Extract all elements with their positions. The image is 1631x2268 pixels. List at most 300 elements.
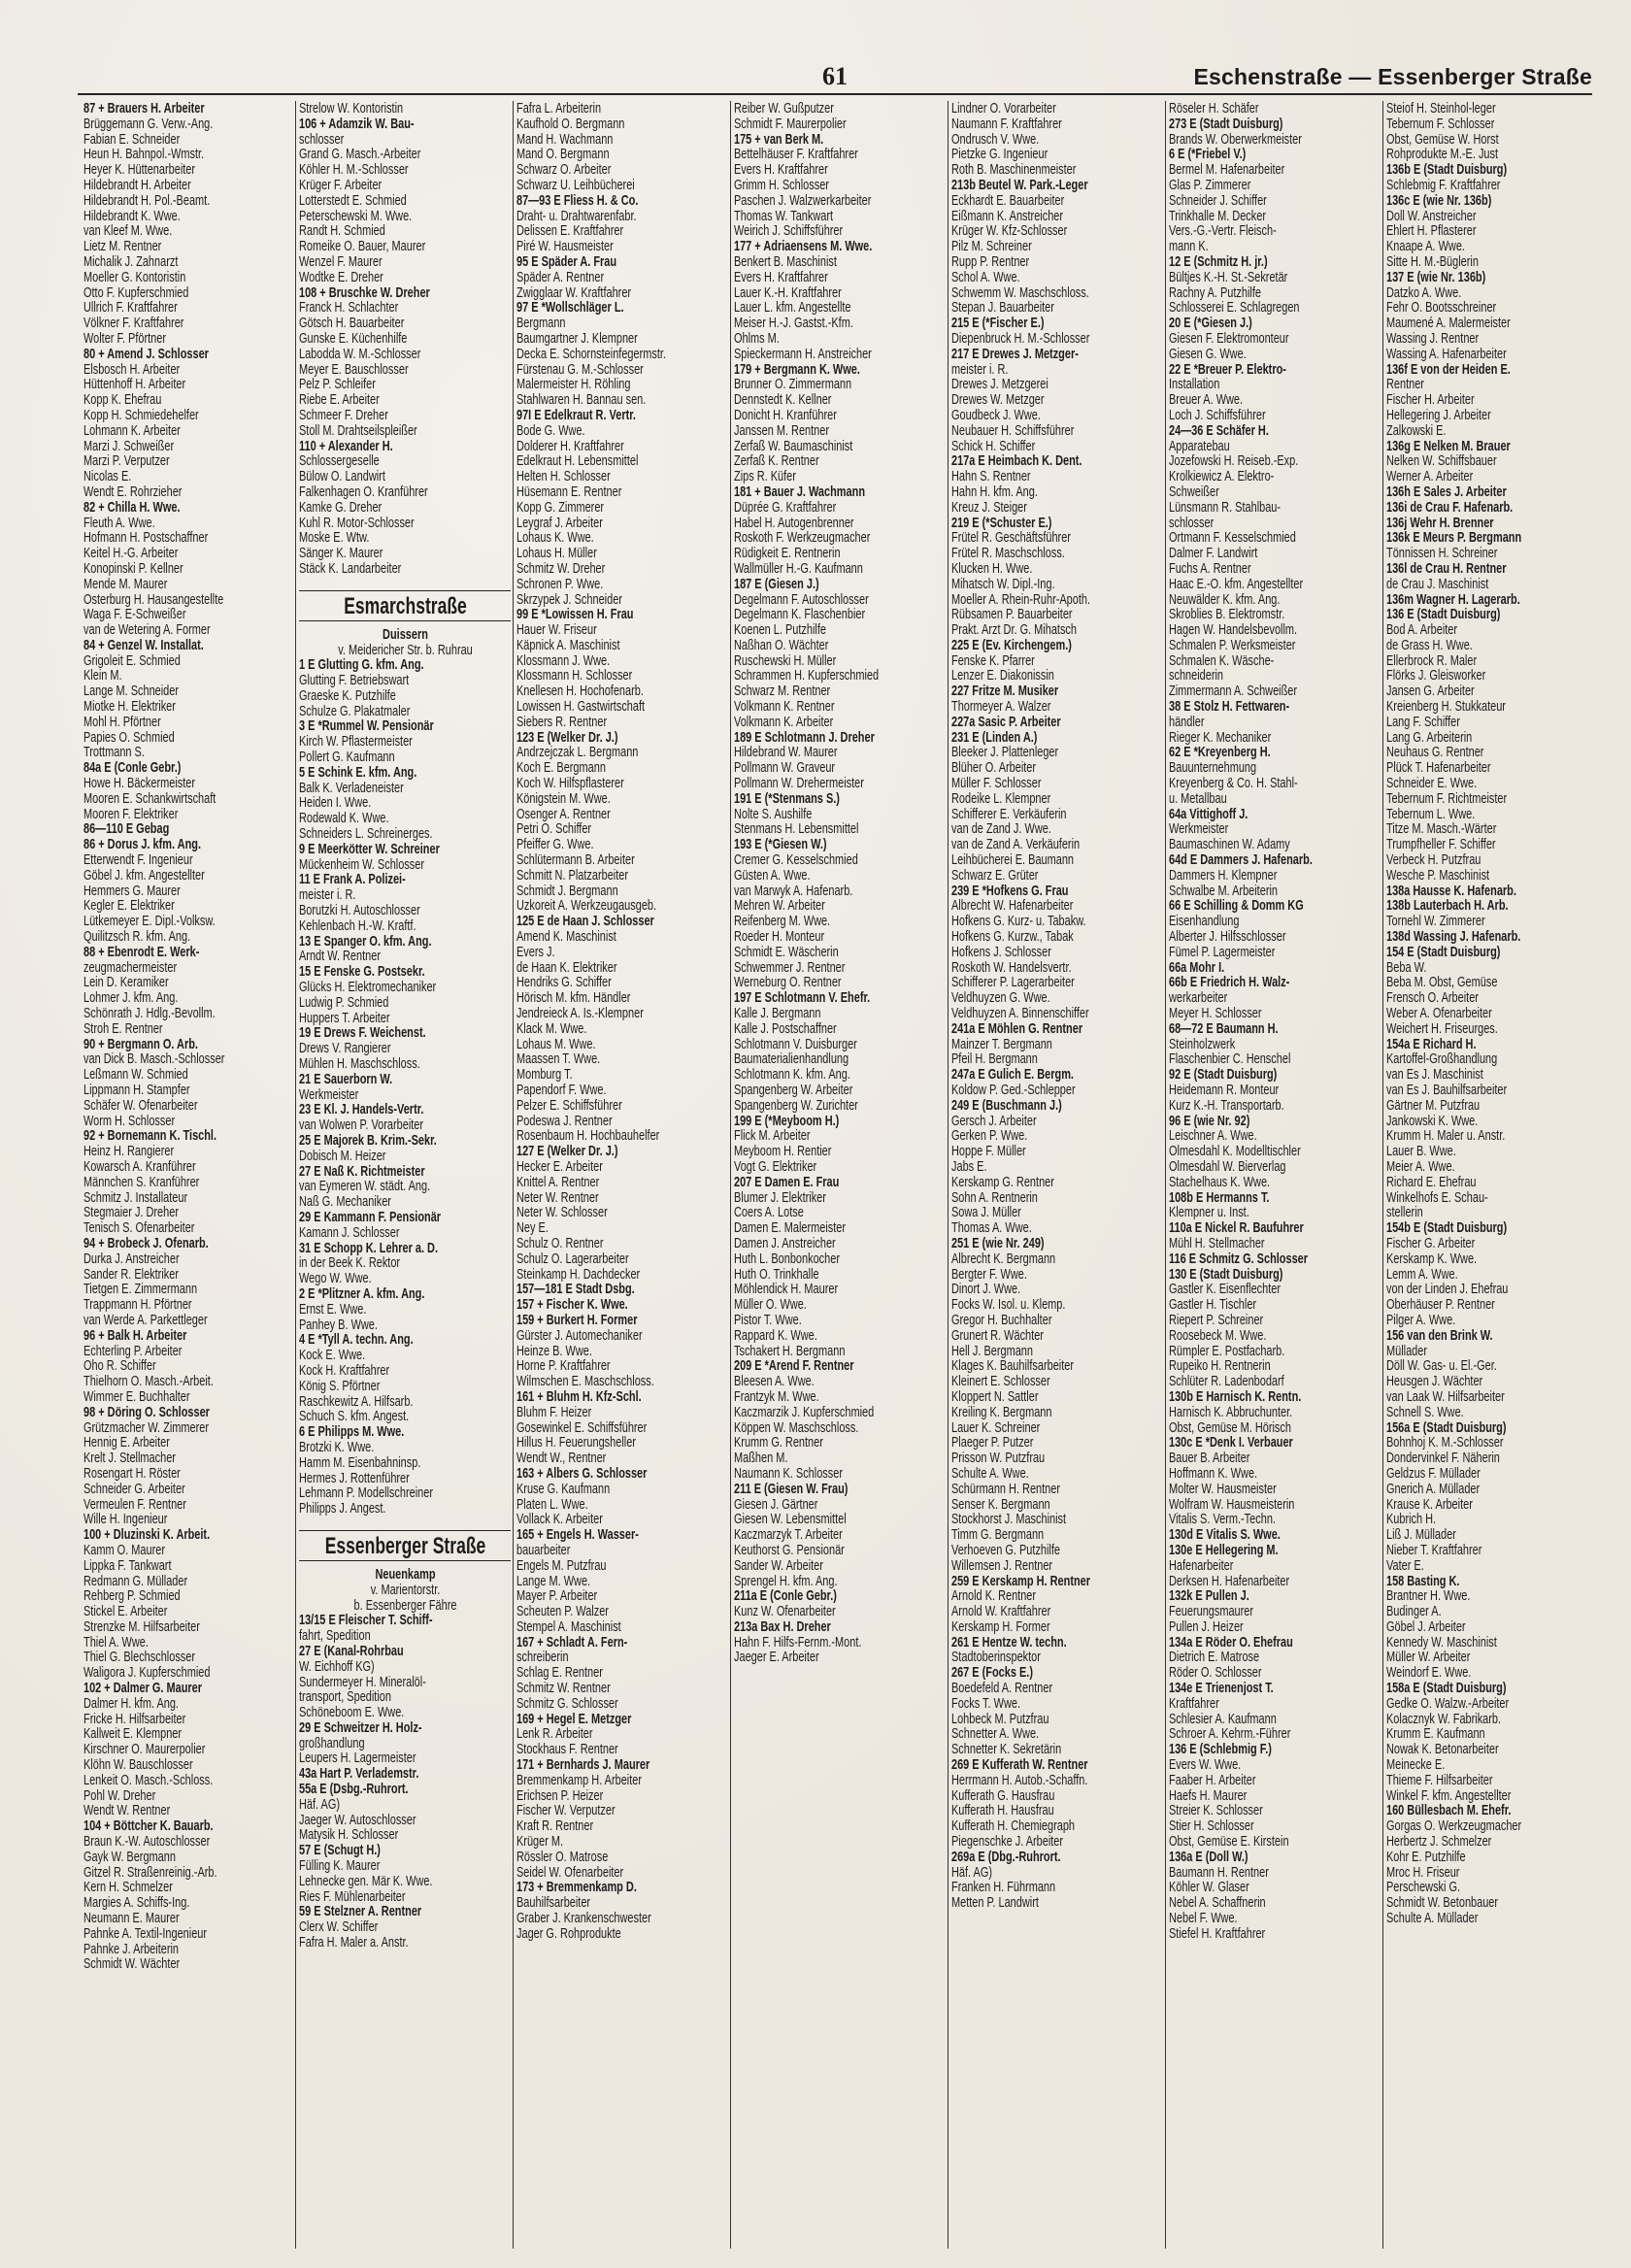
directory-entry: Naß G. Mechaniker (299, 1193, 391, 1211)
directory-entry: Neumann E. Maurer (83, 1910, 180, 1927)
directory-entry: 5 E Schink E. kfm. Ang. (299, 763, 417, 781)
directory-entry: Mohl H. Pförtner (83, 713, 161, 730)
directory-entry: Giesen G. Wwe. (1169, 345, 1247, 362)
directory-entry: Schmalen P. Werksmeister (1169, 636, 1296, 653)
directory-entry: Scheuten P. Walzer (516, 1603, 609, 1620)
directory-entry: Reiber W. Gußputzer (734, 101, 834, 117)
directory-entry: Gastler H. Tischler (1169, 1296, 1257, 1314)
directory-entry: Schmidt F. Maurerpolier (734, 115, 847, 132)
directory-entry: 4 E *Tyll A. techn. Ang. (299, 1331, 414, 1349)
directory-entry: Baumaterialienhandlung (734, 1051, 849, 1068)
directory-entry: Amend K. Maschinist (516, 928, 616, 946)
directory-entry: Hermes J. Rottenführer (299, 1469, 410, 1486)
directory-entry: Lippmann H. Stampfer (83, 1082, 190, 1098)
directory-entry: 86 + Dorus J. kfm. Ang. (83, 836, 201, 853)
directory-entry: Hamm M. Eisenbahninsp. (299, 1453, 421, 1471)
directory-entry: Thiel G. Blechschlosser (83, 1649, 196, 1666)
directory-entry: Wilmschen E. Maschschloss. (516, 1373, 654, 1390)
directory-entry: Bermel M. Hafenarbeiter (1169, 161, 1285, 179)
directory-entry: Wendt E. Rohrzieher (83, 483, 183, 500)
directory-entry: Wolter F. Pförtner (83, 329, 166, 347)
directory-entry: Bauunternehmung (1169, 759, 1257, 777)
directory-entry: Fricke H. Hilfsarbeiter (83, 1710, 186, 1727)
directory-entry: Meinecke E. (1386, 1756, 1446, 1774)
directory-entry: Schwemmer J. Rentner (734, 958, 846, 976)
directory-entry: Meyboom H. Rentier (734, 1143, 832, 1160)
directory-entry: Stadtoberinspektor (951, 1649, 1041, 1666)
directory-entry: Kowarsch A. Kranführer (83, 1157, 196, 1175)
directory-entry: Düprée G. Kraftfahrer (734, 498, 837, 516)
directory-entry: Diepenbruck H. M.-Schlosser (951, 329, 1090, 347)
directory-entry: Evers W. Wwe. (1169, 1756, 1242, 1774)
directory-entry: 130c E *Denk I. Verbauer (1169, 1434, 1293, 1451)
directory-entry: Pistor T. Wwe. (734, 1311, 802, 1328)
directory-entry: Baumann H. Rentner (1169, 1863, 1269, 1881)
directory-entry: de Grass H. Wwe. (1386, 636, 1473, 653)
directory-entry: Gedke O. Walzw.-Arbeiter (1386, 1694, 1510, 1712)
directory-entry: Ludwig P. Schmied (299, 993, 389, 1011)
directory-entry: Steinkamp H. Dachdecker (516, 1265, 641, 1283)
directory-entry: Dondervinkel F. Näherin (1386, 1450, 1500, 1467)
directory-entry: Hildebrandt K. Wwe. (83, 207, 181, 224)
directory-entry: Tebernum F. Richtmeister (1386, 789, 1508, 807)
directory-entry: 156 van den Brink W. (1386, 1326, 1493, 1344)
directory-entry: 108 + Bruschke W. Dreher (299, 284, 430, 301)
directory-entry: 136f E von der Heiden E. (1386, 360, 1511, 378)
directory-entry: 138a Hausse K. Hafenarb. (1386, 882, 1516, 899)
directory-entry: van Laak W. Hilfsarbeiter (1386, 1387, 1505, 1405)
directory-entry: Geldzus F. Müllader (1386, 1464, 1481, 1482)
directory-entry: 134a E Röder O. Ehefrau (1169, 1633, 1293, 1651)
directory-entry: Wallmüller H.-G. Kaufmann (734, 559, 863, 577)
directory-entry: Wolfram W. Hausmeisterin (1169, 1495, 1295, 1513)
directory-entry: Stockhaus F. Rentner (516, 1741, 618, 1758)
directory-entry: Konopinski P. Kellner (83, 559, 183, 577)
directory-entry: Lein D. Keramiker (83, 974, 169, 991)
directory-entry: Glas P. Zimmerer (1169, 176, 1251, 193)
directory-entry: Raschkewitz A. Hilfsarb. (299, 1392, 414, 1410)
directory-entry: 22 E *Breuer P. Elektro- (1169, 360, 1286, 378)
directory-entry: 92 E (Stadt Duisburg) (1169, 1066, 1278, 1084)
directory-entry: Erichsen P. Heizer (516, 1786, 604, 1804)
directory-entry: Lowissen H. Gastwirtschaft (516, 698, 646, 716)
directory-entry: Platen L. Wwe. (516, 1495, 588, 1513)
directory-entry: Kufferath H. Hausfrau (951, 1802, 1054, 1819)
directory-entry (734, 1865, 946, 1881)
directory-entry: Waligora J. Kupferschmied (83, 1664, 211, 1682)
directory-entry: Fischer G. Arbeiter (1386, 1234, 1476, 1251)
directory-entry: Marzi P. Verputzer (83, 452, 170, 470)
directory-entry: 158a E (Stadt Duisburg) (1386, 1680, 1507, 1697)
directory-entry: 217 E Drewes J. Metzger- (951, 345, 1079, 362)
directory-entry: 247a E Gulich E. Bergm. (951, 1066, 1074, 1084)
directory-entry: 269 E Kufferath W. Rentner (951, 1756, 1088, 1774)
directory-entry: Sander R. Elektriker (83, 1265, 179, 1283)
directory-entry: Verhoeven G. Putzhilfe (951, 1541, 1061, 1558)
directory-entry: Seidel W. Ofenarbeiter (516, 1863, 624, 1881)
directory-entry: Stickel E. Arbeiter (83, 1603, 168, 1620)
directory-entry (734, 1696, 946, 1712)
directory-entry: Sprengel H. kfm. Ang. (734, 1572, 838, 1589)
directory-entry: Cremer G. Kesselschmied (734, 851, 858, 869)
directory-entry: Tietgen E. Zimmermann (83, 1281, 198, 1298)
directory-entry: Borutzki H. Autoschlosser (299, 902, 420, 919)
directory-entry: 29 E Kammann F. Pensionär (299, 1208, 442, 1225)
directory-entry: Bülow O. Landwirt (299, 468, 385, 485)
directory-entry: Graber J. Krankenschwester (516, 1910, 651, 1927)
directory-entry: 209 E *Arend F. Rentner (734, 1357, 854, 1375)
directory-entry: van Dick B. Masch.-Schlosser (83, 1051, 225, 1068)
directory-entry: Grunert R. Wächter (951, 1326, 1044, 1344)
directory-entry: Steinholzwerk (1169, 1035, 1236, 1052)
directory-entry: Krause K. Arbeiter (1386, 1495, 1473, 1513)
directory-entry: Leupers H. Lagermeister (299, 1750, 416, 1767)
directory-entry: 137 E (wie Nr. 136b) (1386, 268, 1486, 285)
directory-entry: Steiof H. Steinhol-leger (1386, 101, 1496, 117)
directory-entry: 95 E Späder A. Frau (516, 252, 617, 270)
directory-entry: Jendreieck A. Is.-Klempner (516, 1005, 644, 1022)
directory-entry: Rüdigkeit E. Rentnerin (734, 545, 841, 562)
directory-entry: Zerfaß W. Baumaschinist (734, 437, 853, 454)
directory-entry: Klossmann H. Schlosser (516, 667, 633, 684)
column-1 (83, 101, 295, 2249)
directory-entry: Gosewinkel E. Schiffsführer (516, 1418, 648, 1436)
directory-entry: bauarbeiter (516, 1541, 571, 1558)
directory-entry: 6 E (*Friebel V.) (1169, 146, 1247, 163)
directory-entry: Bluhm F. Heizer (516, 1403, 592, 1420)
directory-entry: Schürmann H. Rentner (951, 1480, 1060, 1497)
directory-entry: Brotzki K. Wwe. (299, 1438, 375, 1455)
directory-entry: Knittel A. Rentner (516, 1173, 600, 1190)
directory-entry: 227a Sasic P. Arbeiter (951, 713, 1061, 730)
directory-entry: Fuchs A. Rentner (1169, 559, 1251, 577)
directory-entry: Schuch S. kfm. Angest. (299, 1408, 410, 1425)
directory-entry: Graeske K. Putzhilfe (299, 686, 396, 704)
directory-entry: Momburg T. (516, 1066, 573, 1084)
directory-entry: Howe H. Bäckermeister (83, 775, 196, 792)
directory-entry: Lippka F. Tankwart (83, 1556, 172, 1574)
column-5 (951, 101, 1163, 2249)
directory-entry: Edelkraut H. Lebensmittel (516, 452, 639, 470)
directory-entry (734, 1742, 946, 1757)
directory-entry: Schlütermann B. Arbeiter (516, 851, 635, 869)
directory-entry: 177 + Adriaensens M. Wwe. (734, 238, 873, 255)
directory-entry: Quilitzsch R. kfm. Ang. (83, 928, 191, 946)
directory-entry: Trappmann H. Pförtner (83, 1296, 192, 1314)
directory-entry: Schlosserei E. Schlagregen (1169, 299, 1300, 317)
directory-entry: Riepert P. Schreiner (1169, 1311, 1264, 1328)
directory-entry: Mehren W. Arbeiter (734, 897, 825, 915)
directory-entry: 179 + Bergmann K. Wwe. (734, 360, 860, 378)
directory-entry: Lohmer J. kfm. Ang. (83, 989, 179, 1007)
directory-entry: 161 + Bluhm H. Kfz-Schl. (516, 1387, 642, 1405)
directory-entry: Hüsemann E. Rentner (516, 483, 622, 500)
directory-entry: Hemmers G. Maurer (83, 882, 181, 899)
directory-entry: Eisenhandlung (1169, 913, 1240, 930)
directory-entry: Kuhl R. Motor-Schlosser (299, 514, 415, 531)
directory-entry: Fleuth A. Wwe. (83, 514, 155, 531)
directory-entry: Schneider J. Schiffer (1169, 191, 1267, 209)
directory-entry: Schick H. Schiffer (951, 437, 1036, 454)
directory-entry: 87—93 E Fliess H. & Co. (516, 191, 639, 209)
directory-entry: Piré W. Hausmeister (516, 238, 614, 255)
directory-entry: Romeike O. Bauer, Maurer (299, 238, 426, 255)
directory-entry: 98 + Döring O. Schlosser (83, 1403, 210, 1420)
directory-entry: Mand H. Wachmann (516, 130, 614, 148)
directory-entry: 136k E Meurs P. Bergmann (1386, 529, 1522, 547)
directory-entry: Schnetter A. Wwe. (951, 1725, 1040, 1743)
directory-entry: Janssen M. Rentner (734, 421, 829, 439)
directory-entry: Draht- u. Drahtwarenfabr. (516, 207, 637, 224)
directory-entry: Heiden I. Wwe. (299, 794, 372, 812)
directory-entry: Miotke H. Elektriker (83, 698, 176, 716)
directory-entry: Osterburg H. Hausangestellte (83, 590, 224, 608)
directory-entry: 217a E Heimbach K. Dent. (951, 452, 1082, 470)
directory-entry: Oho R. Schiffer (83, 1357, 156, 1375)
column-4 (734, 101, 946, 2249)
directory-entry: Pollert G. Kaufmann (299, 749, 395, 766)
directory-entry: Stockhorst J. Maschinist (951, 1511, 1067, 1528)
directory-entry: 20 E (*Giesen J.) (1169, 315, 1252, 332)
directory-entry: Tebernum L. Wwe. (1386, 805, 1476, 822)
directory-entry: Strenzke M. Hilfsarbeiter (83, 1618, 200, 1635)
directory-entry: Budinger A. (1386, 1603, 1442, 1620)
directory-entry: Wassing J. Rentner (1386, 329, 1480, 347)
directory-entry: Malermeister H. Röhling (516, 376, 631, 393)
directory-entry: van de Zand A. Verkäuferin (951, 836, 1081, 853)
directory-entry: Goudbeck J. Wwe. (951, 406, 1041, 423)
directory-entry: 211a E (Conle Gebr.) (734, 1587, 837, 1605)
directory-entry: Kallweit E. Klempner (83, 1725, 183, 1743)
directory-entry: Philipps J. Angest. (299, 1500, 386, 1518)
directory-entry: Trottmann S. (83, 744, 145, 761)
directory-entry: 197 E Schlotmann V. Ehefr. (734, 989, 871, 1007)
directory-entry: Moeller A. Rhein-Ruhr-Apoth. (951, 590, 1091, 608)
directory-entry: Mückenheim W. Schlosser (299, 855, 425, 873)
directory-entry: Schifferer E. Verkäuferin (951, 805, 1067, 822)
directory-entry: Datzko A. Wwe. (1386, 284, 1462, 301)
directory-entry: Grützmacher W. Zimmerer (83, 1418, 209, 1436)
directory-entry (734, 1926, 946, 1942)
directory-entry: Siebers R. Rentner (516, 713, 608, 730)
directory-entry: Müller F. Schlosser (951, 775, 1042, 792)
directory-entry: Krüger M. (516, 1833, 564, 1851)
directory-entry: 156a E (Stadt Duisburg) (1386, 1418, 1507, 1436)
directory-entry: 136h E Sales J. Arbeiter (1386, 483, 1507, 500)
directory-entry: Herbertz J. Schmelzer (1386, 1833, 1492, 1851)
directory-entry: Mende M. Maurer (83, 575, 168, 592)
directory-entry: Schmidt E. Wäscherin (734, 943, 839, 960)
directory-entry: Lietz M. Rentner (83, 238, 162, 255)
directory-entry: Hafenarbeiter (1169, 1556, 1234, 1574)
directory-entry: Keuthorst G. Pensionär (734, 1541, 845, 1558)
directory-entry: Kartoffel-Großhandlung (1386, 1051, 1498, 1068)
directory-entry: Osenger A. Rentner (516, 805, 611, 822)
directory-entry: Kopp G. Zimmerer (516, 498, 605, 516)
directory-entry: Mooren E. Schankwirtschaft (83, 789, 216, 807)
directory-entry: 21 E Sauerborn W. (299, 1070, 393, 1087)
directory-entry: Moske E. Wtw. (299, 529, 370, 547)
directory-entry: Knaape A. Wwe. (1386, 238, 1465, 255)
directory-entry: Heinze B. Wwe. (516, 1342, 592, 1359)
directory-entry: Hagen W. Handelsbevollm. (1169, 621, 1298, 639)
column-divider (1165, 101, 1166, 2249)
directory-entry: Koch E. Bergmann (516, 759, 606, 777)
directory-entry: Hüttenhoff H. Arbeiter (83, 376, 186, 393)
directory-entry: Rentner (1386, 376, 1424, 393)
directory-entry: Klöhn W. Bauschlosser (83, 1756, 193, 1774)
directory-entry: Königstein M. Wwe. (516, 789, 611, 807)
directory-entry: Stenmans H. Lebensmittel (734, 820, 859, 838)
directory-entry: Sowa J. Müller (951, 1204, 1021, 1221)
directory-entry: Stegmaier J. Dreher (83, 1204, 179, 1221)
directory-entry: Randt H. Schmied (299, 222, 385, 240)
directory-entry: Lütkemeyer E. Dipl.-Volksw. (83, 913, 216, 930)
directory-entry: Möhlendick H. Maurer (734, 1281, 839, 1298)
directory-entry: 1 E Glutting G. kfm. Ang. (299, 656, 424, 674)
directory-entry: Kreuz J. Steiger (951, 498, 1027, 516)
directory-entry: 116 E Schmitz G. Schlosser (1169, 1250, 1309, 1267)
directory-entry: 25 E Majorek B. Krim.-Sekr. (299, 1132, 437, 1149)
directory-entry: 154b E (Stadt Duisburg) (1386, 1219, 1508, 1237)
directory-entry: Dalmer F. Landwirt (1169, 545, 1258, 562)
directory-entry: Schneider G. Arbeiter (83, 1480, 185, 1497)
directory-entry: 249 E (Buschmann J.) (951, 1096, 1062, 1114)
directory-entry: Stempel A. Maschinist (516, 1618, 621, 1635)
directory-entry: Timm G. Bergmann (951, 1526, 1045, 1544)
directory-entry: Gunske E. Küchenhilfe (299, 329, 408, 347)
directory-entry: Naumann F. Kraftfahrer (951, 115, 1062, 132)
directory-entry: Pohl W. Dreher (83, 1786, 156, 1804)
directory-entry: Koenen L. Putzhilfe (734, 621, 826, 639)
directory-entry: Damen J. Anstreicher (734, 1234, 836, 1251)
directory-entry: Ullrich F. Kraftfahrer (83, 299, 178, 317)
directory-entry: Köhler H. M.-Schlosser (299, 161, 409, 179)
directory-entry: Schulte A. Wwe. (951, 1464, 1029, 1482)
directory-entry: Kreienberg H. Stukkateur (1386, 698, 1506, 716)
directory-entry: 86—110 E Gebag (83, 820, 170, 838)
directory-entry: Kreyenberg & Co. H. Stahl- (1169, 775, 1298, 792)
directory-entry: 66 E Schilling & Domm KG (1169, 897, 1304, 915)
directory-entry: van Es J. Maschinist (1386, 1066, 1483, 1084)
directory-entry: großhandlung (299, 1734, 365, 1751)
directory-entry: Heun H. Bahnpol.-Wmstr. (83, 146, 205, 163)
directory-entry: Piegenschke J. Arbeiter (951, 1833, 1064, 1851)
directory-entry: 104 + Böttcher K. Bauarb. (83, 1818, 214, 1835)
directory-entry: Völkner F. Kraftfahrer (83, 315, 184, 332)
directory-entry: 136c E (wie Nr. 136b) (1386, 191, 1492, 209)
directory-entry: Schwarz O. Arbeiter (516, 161, 612, 179)
directory-entry: Neubauer H. Schiffsführer (951, 421, 1075, 439)
directory-entry: Pfeiffer G. Wwe. (516, 836, 594, 853)
directory-entry: Rübsamen P. Bauarbeiter (951, 606, 1073, 623)
directory-entry: mann K. (1169, 238, 1209, 255)
directory-entry: König S. Pförtner (299, 1377, 381, 1394)
directory-entry: Thiel A. Wwe. (83, 1633, 149, 1651)
directory-entry: 239 E *Hofkens G. Frau (951, 882, 1069, 899)
directory-entry: Wendt W. Rentner (83, 1802, 171, 1819)
directory-entry: Bergmann (516, 315, 566, 332)
directory-entry: 136m Wagner H. Lagerarb. (1386, 590, 1520, 608)
directory-entry: Häf. AG) (299, 1795, 340, 1813)
directory-entry: 163 + Albers G. Schlosser (516, 1464, 648, 1482)
directory-entry: Kegler E. Elektriker (83, 897, 175, 915)
directory-entry: Vollack K. Arbeiter (516, 1511, 603, 1528)
directory-entry: 138d Wassing J. Hafenarb. (1386, 928, 1521, 946)
directory-entry: Kopp H. Schmiedehelfer (83, 406, 199, 423)
directory-entry: Ney E. (516, 1219, 549, 1237)
directory-entry: Lohaus M. Wwe. (516, 1035, 596, 1052)
directory-entry: schreiberin (516, 1649, 569, 1666)
directory-entry: 136a E (Doll W.) (1169, 1848, 1248, 1865)
directory-entry: Volkmann K. Arbeiter (734, 713, 834, 730)
directory-entry: Kern H. Schmelzer (83, 1879, 173, 1896)
directory-entry: Roosebeck M. Wwe. (1169, 1326, 1267, 1344)
directory-entry: Loch J. Schiffsführer (1169, 406, 1266, 423)
directory-entry: Werkmeister (1169, 820, 1229, 838)
directory-entry: Pietzke G. Ingenieur (951, 146, 1048, 163)
directory-entry: van Wolwen P. Vorarbeiter (299, 1117, 424, 1134)
directory-entry: von der Linden J. Ehefrau (1386, 1281, 1509, 1298)
directory-entry: 62 E *Kreyenberg H. (1169, 744, 1271, 761)
directory-entry (734, 1803, 946, 1818)
directory-entry: Prisson W. Putzfrau (951, 1450, 1046, 1467)
directory-entry: Meiser H.-J. Gastst.-Kfm. (734, 315, 853, 332)
directory-entry: Klages K. Bauhilfsarbeiter (951, 1357, 1075, 1375)
directory-entry: Lauer K.-H. Kraftfahrer (734, 284, 842, 301)
directory-entry: Harnisch K. Abbruchunter. (1169, 1403, 1293, 1420)
directory-entry: Nicolas E. (83, 468, 132, 485)
directory-entry: Giesen W. Lebensmittel (734, 1511, 847, 1528)
column-divider (730, 101, 731, 2249)
directory-entry: 64d E Dammers J. Hafenarb. (1169, 851, 1313, 869)
directory-entry: Naßhan O. Wächter (734, 636, 829, 653)
directory-entry: 251 E (wie Nr. 249) (951, 1234, 1045, 1251)
directory-entry (734, 1972, 946, 1987)
directory-entry: Franken H. Führmann (951, 1879, 1056, 1896)
directory-entry: Lünsmann R. Stahlbau- (1169, 498, 1282, 516)
directory-entry: Schronen P. Wwe. (516, 575, 604, 592)
directory-entry: 261 E Hentze W. techn. (951, 1633, 1067, 1651)
directory-entry: Hofkens J. Schlosser (951, 943, 1051, 960)
directory-entry: Plaeger P. Putzer (951, 1434, 1034, 1451)
directory-entry: Pfeil H. Bergmann (951, 1051, 1038, 1068)
directory-entry: Bleeker J. Plattenleger (951, 744, 1059, 761)
directory-entry: Spieckermann H. Anstreicher (734, 345, 872, 362)
directory-entry: 84 + Genzel W. Installat. (83, 636, 204, 653)
directory-entry: Neuwälder K. kfm. Ang. (1169, 590, 1281, 608)
directory-entry: Krüger W. Kfz-Schlosser (951, 222, 1068, 240)
directory-entry: 187 E (Giesen J.) (734, 575, 819, 592)
directory-entry: Evers H. Kraftfahrer (734, 268, 828, 285)
street-heading (299, 1530, 511, 1561)
directory-entry: Gayk W. Bergmann (83, 1848, 176, 1865)
directory-entry: Vermeulen F. Rentner (83, 1495, 186, 1513)
directory-entry: Clerx W. Schiffer (299, 1918, 379, 1936)
directory-entry: van Eymeren W. städt. Ang. (299, 1178, 431, 1195)
directory-entry: 189 E Schlotmann J. Dreher (734, 728, 875, 746)
directory-entry: Jager G. Rohprodukte (516, 1924, 621, 1942)
directory-entry: Rosengart H. Röster (83, 1464, 181, 1482)
directory-entry: Bergter F. Wwe. (951, 1265, 1027, 1283)
directory-entry (734, 1895, 946, 1911)
directory-entry: Podeswa J. Rentner (516, 1112, 613, 1129)
directory-entry: Dalmer H. kfm. Ang. (83, 1694, 179, 1712)
directory-entry: 123 E (Welker Dr. J.) (516, 728, 618, 746)
directory-entry: 207 E Damen E. Frau (734, 1173, 840, 1190)
directory-entry: Kubrich H. (1386, 1511, 1437, 1528)
directory-entry: Verbeck H. Putzfrau (1386, 851, 1481, 869)
